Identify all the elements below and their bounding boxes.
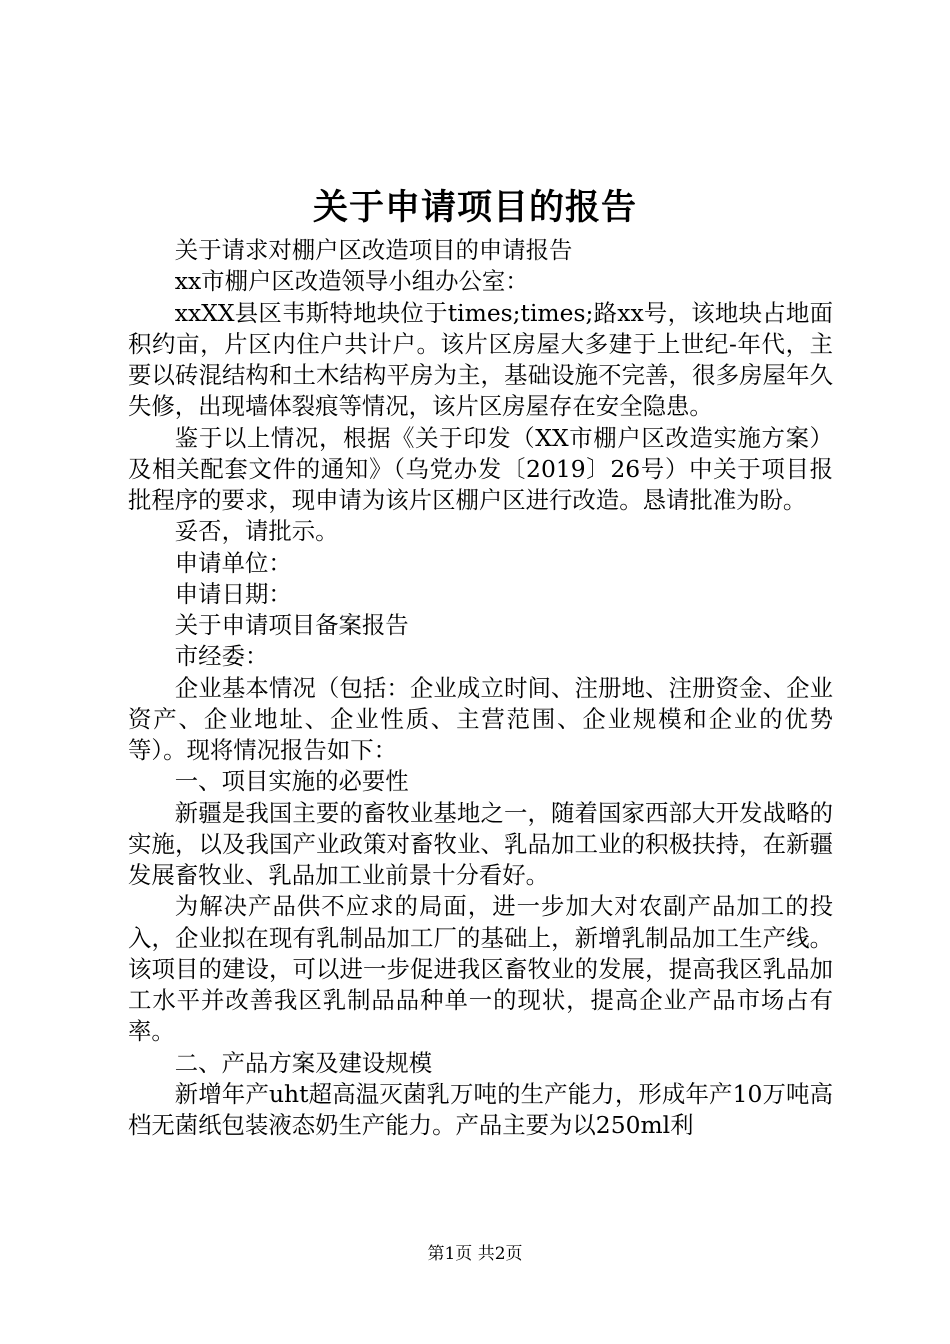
paragraph-xinjiang: 新疆是我国主要的畜牧业基地之一，随着国家西部大开发战略的实施，以及我国产业政策对畜牧业、乳品加工业的积极扶持，在新疆发展畜牧业、乳品加工业前景十分看好。 xyxy=(128,798,833,889)
paragraph-subject: 关于请求对棚户区改造项目的申请报告 xyxy=(174,236,573,264)
section-heading-necessity: 一、项目实施的必要性 xyxy=(174,767,409,796)
paragraph-second-title: 关于申请项目备案报告 xyxy=(174,611,409,639)
paragraph-company-info: 企业基本情况（包括：企业成立时间、注册地、注册资金、企业资产、企业地址、企业性质、主营范围、企业规模和企业的优势等）。现将情况报告如下： xyxy=(128,673,833,764)
paragraph-production-line: 为解决产品供不应求的局面，进一步加大对农副产品加工的投入，企业拟在现有乳制品加工厂的基础上，新增乳制品加工生产线。该项目的建设，可以进一步促进我区畜牧业的发展，提高我区乳品加工水平并改善我区乳制品品种单一的现状，提高企业产品市场占有率。 xyxy=(128,892,833,1046)
paragraph-second-recipient: 市经委： xyxy=(174,642,269,671)
section-heading-scale: 二、产品方案及建设规模 xyxy=(174,1048,433,1077)
paragraph-applicant: 申请单位： xyxy=(174,548,292,577)
document-body xyxy=(128,235,833,1141)
paragraph-date: 申请日期： xyxy=(174,579,292,608)
page-number-footer: 第1页 共2页 xyxy=(427,1244,523,1264)
paragraph-capacity: 新增年产uht超高温灭菌乳万吨的生产能力，形成年产10万吨高档无菌纸包装液态奶生产能力。产品主要为以250ml利 xyxy=(128,1079,833,1139)
paragraph-site-description: xxXX县区韦斯特地块位于times;times;路xx号，该地块占地面积约亩，片区内住户共计户。该片区房屋大多建于上世纪-年代，主要以砖混结构和土木结构平房为主，基础设施不完善，很多房屋年久失修，出现墙体裂痕等情况，该片区房屋存在安全隐患。 xyxy=(128,298,833,421)
paragraph-request: 鉴于以上情况，根据《关于印发（XX市棚户区改造实施方案）及相关配套文件的通知》（乌党办发〔2019〕26号）中关于项目报批程序的要求，现申请为该片区棚户区进行改造。恳请批准为盼。 xyxy=(128,423,833,514)
paragraph-closing: 妥否，请批示。 xyxy=(174,517,339,546)
paragraph-recipient: xx市棚户区改造领导小组办公室： xyxy=(174,267,529,296)
document-title: 关于申请项目的报告 xyxy=(312,187,637,228)
